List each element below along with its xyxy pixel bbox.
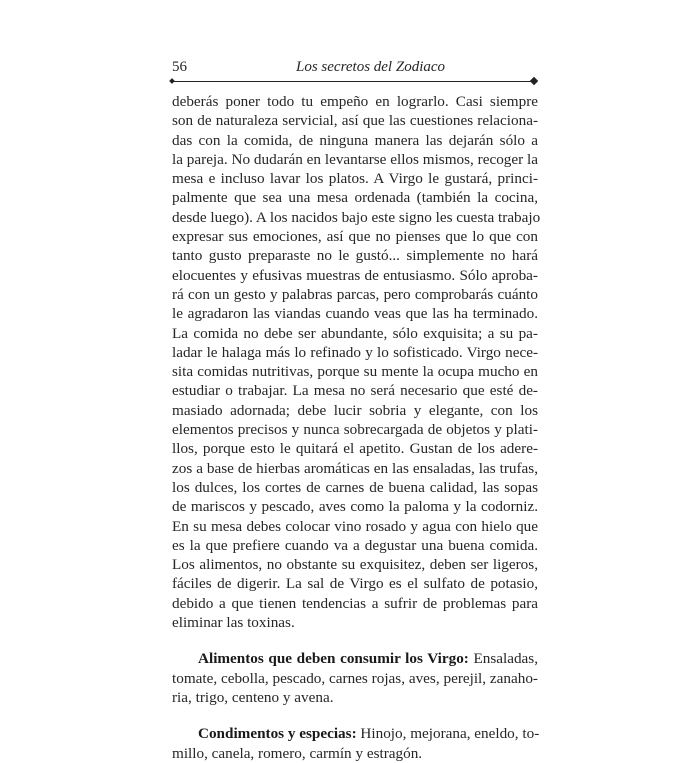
text-line: La comida no debe ser abundante, sólo exquisita; a su pa- — [172, 324, 538, 342]
text-line: de mariscos y pescado, aves como la paloma y la codorniz. — [172, 498, 538, 516]
text-line: tomate, cebolla, pescado, carnes rojas, aves, perejil, zanaho- — [172, 669, 538, 687]
foods-first-line-rest: Ensaladas, — [468, 650, 538, 668]
text-line: llos, porque esto le quitará el apetito. Gustan de los adere- — [172, 440, 538, 458]
text-line: son de naturaleza servicial, así que las cuestiones relaciona- — [172, 112, 538, 130]
text-line: zos a base de hierbas aromáticas en las ensaladas, las trufas, — [172, 459, 538, 477]
text-line: millo, canela, romero, carmín y estragón. — [172, 744, 423, 762]
spices-paragraph — [172, 724, 538, 763]
text-line: desde luego). A los nacidos bajo este signo les cuesta trabajo — [172, 208, 541, 226]
body-text — [172, 92, 541, 763]
text-line: sita comidas nutritivas, porque su mente la ocupa mucho en — [172, 363, 538, 381]
header-rule — [172, 81, 534, 82]
text-line: ria, trigo, centeno y avena. — [172, 688, 334, 706]
spices-first-line-rest: Hinojo, mejorana, eneldo, to- — [356, 725, 540, 743]
text-line: palmente que sea una mesa ordenada (también la cocina, — [172, 189, 538, 207]
text-line: expresar sus emociones, así que no pienses que lo que con — [172, 228, 538, 246]
text-line: rá con un gesto y palabras parcas, pero comprobarás cuánto — [172, 285, 538, 303]
text-line: le agradaron las viandas cuando veas que las ha terminado. — [172, 305, 538, 323]
text-line: En su mesa debes colocar vino rosado y agua con hielo que — [172, 517, 538, 535]
text-line: eliminar las toxinas. — [172, 614, 295, 632]
text-line: estudiar o trabajar. La mesa no será necesario que esté de- — [172, 382, 538, 400]
text-line: masiado adornada; debe lucir sobria y elegante, con los — [172, 401, 538, 419]
foods-first-line — [172, 649, 538, 668]
text-line: tanto gusto preparaste no le gustó... simplemente no hará — [172, 247, 538, 265]
text-line: deberás poner todo tu empeño en lograrlo. Casi siempre — [172, 93, 538, 110]
text-line: debido a que tienen tendencias a sufrir de problemas para — [172, 594, 538, 612]
text-line: Los alimentos, no obstante su exquisitez, deben ser ligeros, — [172, 556, 538, 574]
page-header — [172, 58, 538, 82]
text-line: es la que prefiere cuando va a degustar una buena comida. — [172, 536, 538, 554]
paragraph-spacer — [172, 632, 538, 649]
paragraph-spacer — [172, 707, 538, 724]
text-line: los dulces, los cortes de carnes de buena calidad, las sopas — [172, 478, 538, 496]
text-line: ladar le halaga más lo refinado y lo sofisticado. Virgo nece- — [172, 343, 538, 361]
page-number: 56 — [172, 59, 187, 75]
spices-heading: Condimentos y especias: — [198, 725, 357, 743]
text-line: fáciles de digerir. La sal de Virgo es el sulfato de potasio, — [172, 575, 538, 593]
text-line: elementos precisos y nunca sobrecargada de objetos y plati- — [172, 421, 538, 439]
foods-paragraph — [172, 649, 538, 707]
main-paragraph — [172, 92, 541, 632]
text-line: das con la comida, de ninguna manera las dejarán sólo a — [172, 131, 538, 149]
running-title: Los secretos del Zodiaco — [296, 59, 446, 75]
text-line: la pareja. No dudarán en levantarse ellos mismos, recoger la — [172, 150, 538, 168]
text-line: elocuentes y efusivas muestras de entusiasmo. Sólo aproba- — [172, 266, 538, 284]
foods-heading: Alimentos que deben consumir los Virgo: — [198, 650, 469, 668]
spices-first-line — [172, 724, 538, 743]
text-line: mesa e incluso lavar los platos. A Virgo le gustará, princi- — [172, 170, 538, 188]
